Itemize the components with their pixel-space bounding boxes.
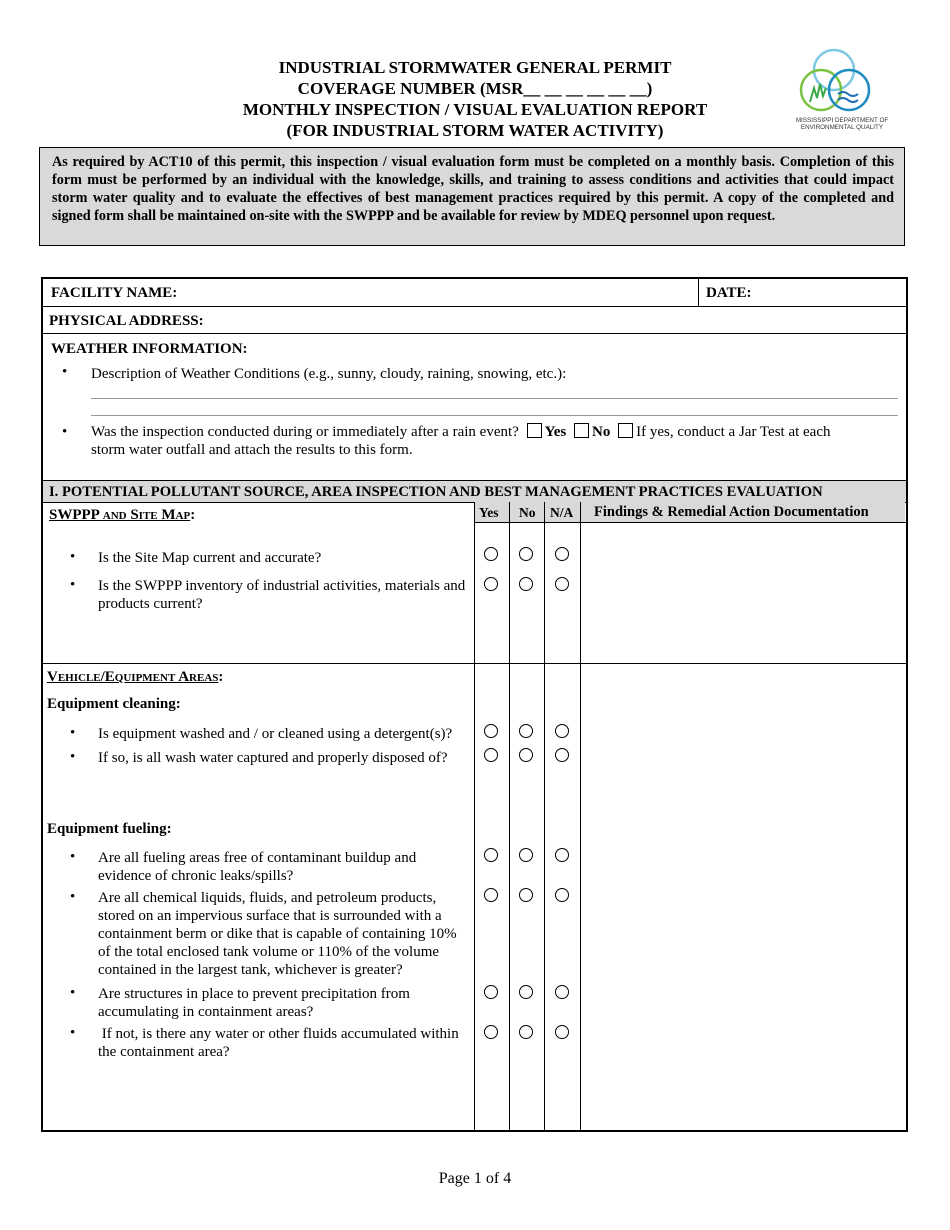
form-title	[180, 57, 770, 141]
radio-yes[interactable]	[484, 985, 498, 999]
weather-input-line[interactable]	[91, 398, 898, 399]
bullet: •	[70, 749, 76, 765]
radio-yes[interactable]	[484, 1025, 498, 1039]
logo-text-1: MISSISSIPPI DEPARTMENT OF	[795, 117, 889, 124]
radio-no[interactable]	[519, 1025, 533, 1039]
column-divider	[580, 502, 581, 1131]
intro-box: As required by ACT10 of this permit, this inspection / visual evaluation form must be completed on a monthly basis. Completion of this form must be performed by an individual with the knowledge, skills, and training to assess conditions and activities that could impact storm water quality and to evaluate the effectives of best management practices required by this permit. A copy of the completed and signed form shall be maintained on-site with the SWPPP and be available for review by MDEQ personnel upon request.	[39, 147, 905, 246]
divider	[474, 522, 906, 523]
divider	[43, 306, 906, 307]
q-containment: Are all chemical liquids, fluids, and petroleum products, stored on an impervious surface that is surrounded with a containment berm or dike that is capable of containing 10% of the total enclosed tank volume or 110% of the volume contained in the largest tank, whichever is greater?	[98, 890, 457, 978]
bullet: •	[70, 1025, 76, 1041]
logo-text-2: ENVIRONMENTAL QUALITY	[800, 124, 884, 131]
bullet: •	[70, 549, 76, 565]
cleaning-heading: Equipment cleaning:	[47, 696, 181, 712]
rain-yes-label: Yes	[544, 424, 567, 440]
radio-na[interactable]	[555, 1025, 569, 1039]
radio-yes[interactable]	[484, 724, 498, 738]
weather-input-line[interactable]	[91, 415, 898, 416]
radio-na[interactable]	[555, 985, 569, 999]
q-wash-water: If so, is all wash water captured and properly disposed of?	[98, 750, 448, 766]
column-divider	[474, 502, 475, 1131]
page-number: Page 1 of 4	[438, 1170, 512, 1187]
radio-no[interactable]	[519, 985, 533, 999]
weather-label: WEATHER INFORMATION:	[51, 341, 248, 357]
mdeq-logo	[794, 44, 894, 136]
radio-na[interactable]	[555, 848, 569, 862]
weather-description-label: Description of Weather Conditions (e.g., sunny, cloudy, raining, snowing, etc.):	[91, 366, 567, 382]
swppp-heading-text: SWPPP and Site Map	[49, 507, 191, 523]
title-line-1: INDUSTRIAL STORMWATER GENERAL PERMIT	[278, 58, 672, 77]
rain-no-checkbox[interactable]	[574, 423, 589, 438]
radio-yes[interactable]	[484, 748, 498, 762]
divider	[698, 278, 699, 307]
col-no: No	[519, 505, 536, 520]
bullet: •	[70, 849, 76, 865]
radio-yes[interactable]	[484, 577, 498, 591]
bullet: •	[62, 424, 68, 440]
q-accumulated-fluids: If not, is there any water or other fluids accumulated within the containment area?	[98, 1026, 463, 1060]
radio-na[interactable]	[555, 577, 569, 591]
title-line-3: MONTHLY INSPECTION / VISUAL EVALUATION REPORT	[242, 100, 708, 119]
radio-na[interactable]	[555, 724, 569, 738]
bullet: •	[70, 985, 76, 1001]
fueling-heading: Equipment fueling:	[47, 821, 172, 837]
divider	[43, 333, 906, 334]
date-label: DATE:	[706, 285, 752, 301]
rain-note-1: If yes, conduct a Jar Test at each	[636, 424, 831, 440]
rain-question-text: Was the inspection conducted during or immediately after a rain event?	[91, 424, 519, 440]
radio-yes[interactable]	[484, 848, 498, 862]
vehicle-heading: Vehicle/Equipment Areas:	[47, 669, 224, 685]
bullet: •	[70, 577, 76, 593]
col-na: N/A	[550, 505, 574, 520]
q-site-map: Is the Site Map current and accurate?	[98, 550, 322, 566]
radio-no[interactable]	[519, 547, 533, 561]
radio-na[interactable]	[555, 547, 569, 561]
rain-note-2: storm water outfall and attach the results to this form.	[91, 442, 413, 458]
physical-address-label: PHYSICAL ADDRESS:	[49, 313, 204, 329]
q-fueling-areas: Are all fueling areas free of contaminant buildup and evidence of chronic leaks/spills?	[98, 850, 417, 884]
radio-no[interactable]	[519, 724, 533, 738]
column-divider	[509, 502, 510, 1131]
radio-na[interactable]	[555, 748, 569, 762]
jar-test-checkbox[interactable]	[618, 423, 633, 438]
title-line-4: (FOR INDUSTRIAL STORM WATER ACTIVITY)	[286, 121, 664, 140]
facility-name-label: FACILITY NAME:	[51, 285, 178, 301]
radio-yes[interactable]	[484, 547, 498, 561]
radio-no[interactable]	[519, 748, 533, 762]
column-divider	[544, 502, 545, 1131]
rain-event-question	[91, 423, 831, 441]
bullet: •	[70, 889, 76, 905]
bullet: •	[62, 364, 68, 380]
bullet: •	[70, 725, 76, 741]
mdeq-logo-icon	[794, 44, 894, 136]
col-yes: Yes	[479, 505, 499, 520]
rain-no-label: No	[591, 424, 611, 440]
vehicle-heading-text: Vehicle/Equipment Areas	[47, 669, 219, 685]
q-swppp-inventory: Is the SWPPP inventory of industrial activities, materials and products current?	[98, 578, 466, 612]
q-precipitation: Are structures in place to prevent precipitation from accumulating in containment areas?	[98, 986, 410, 1020]
swppp-heading: SWPPP and Site Map:	[49, 507, 196, 523]
section-1-title: I. POTENTIAL POLLUTANT SOURCE, AREA INSPECTION AND BEST MANAGEMENT PRACTICES EVALUATION	[49, 484, 823, 500]
radio-no[interactable]	[519, 577, 533, 591]
radio-yes[interactable]	[484, 888, 498, 902]
title-line-2: COVERAGE NUMBER (MSR__ __ __ __ __ __)	[297, 79, 653, 98]
col-findings: Findings & Remedial Action Documentation	[594, 504, 869, 520]
q-equipment-washed: Is equipment washed and / or cleaned using a detergent(s)?	[98, 726, 453, 742]
rain-yes-checkbox[interactable]	[527, 423, 542, 438]
radio-no[interactable]	[519, 848, 533, 862]
radio-no[interactable]	[519, 888, 533, 902]
radio-na[interactable]	[555, 888, 569, 902]
